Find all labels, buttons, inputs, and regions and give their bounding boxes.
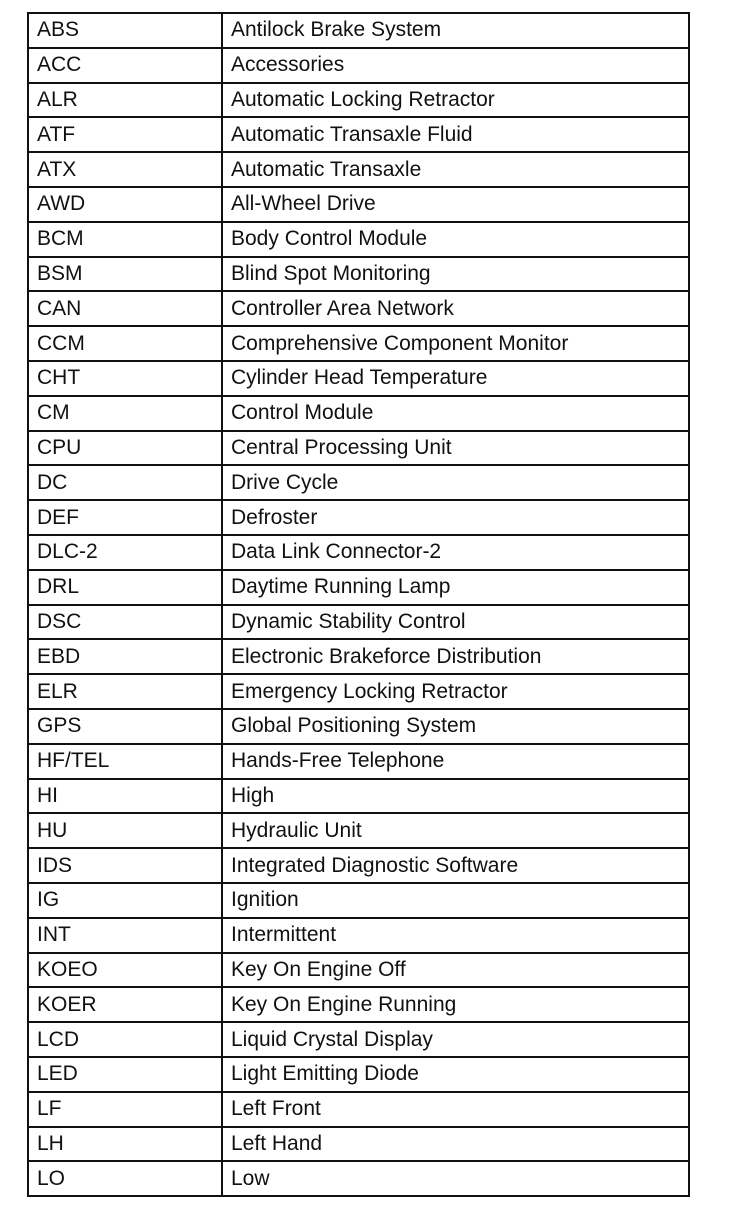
meaning-cell: Global Positioning System [222, 709, 689, 744]
meaning-cell: Hydraulic Unit [222, 813, 689, 848]
table-row [28, 117, 689, 152]
table-row [28, 152, 689, 187]
meaning-cell: Key On Engine Running [222, 987, 689, 1022]
table-row [28, 48, 689, 83]
abbreviation-cell: GPS [28, 709, 222, 744]
table-row [28, 987, 689, 1022]
meaning-cell: Body Control Module [222, 222, 689, 257]
table-row [28, 674, 689, 709]
table-row [28, 431, 689, 466]
table-row [28, 1127, 689, 1162]
abbreviation-cell: DC [28, 465, 222, 500]
table-row [28, 1092, 689, 1127]
meaning-cell: Light Emitting Diode [222, 1057, 689, 1092]
abbreviation-cell: ACC [28, 48, 222, 83]
meaning-cell: Central Processing Unit [222, 431, 689, 466]
table-row [28, 570, 689, 605]
meaning-cell: Data Link Connector-2 [222, 535, 689, 570]
meaning-cell: Cylinder Head Temperature [222, 361, 689, 396]
table-row [28, 883, 689, 918]
table-row [28, 1057, 689, 1092]
table-row [28, 605, 689, 640]
meaning-cell: Emergency Locking Retractor [222, 674, 689, 709]
table-row [28, 396, 689, 431]
abbreviation-cell: ELR [28, 674, 222, 709]
meaning-cell: Accessories [222, 48, 689, 83]
abbreviation-cell: LED [28, 1057, 222, 1092]
table-row [28, 13, 689, 48]
meaning-cell: Defroster [222, 500, 689, 535]
table-row [28, 848, 689, 883]
abbreviation-cell: BCM [28, 222, 222, 257]
meaning-cell: Liquid Crystal Display [222, 1022, 689, 1057]
table-row [28, 257, 689, 292]
meaning-cell: Daytime Running Lamp [222, 570, 689, 605]
meaning-cell: Left Front [222, 1092, 689, 1127]
abbreviation-cell: CHT [28, 361, 222, 396]
abbreviation-cell: EBD [28, 639, 222, 674]
meaning-cell: Low [222, 1161, 689, 1196]
meaning-cell: Hands-Free Telephone [222, 744, 689, 779]
meaning-cell: Controller Area Network [222, 291, 689, 326]
meaning-cell: Intermittent [222, 918, 689, 953]
abbreviation-cell: CM [28, 396, 222, 431]
abbreviation-table-body [28, 13, 689, 1196]
abbreviation-cell: CAN [28, 291, 222, 326]
table-row [28, 361, 689, 396]
table-row [28, 639, 689, 674]
table-row [28, 535, 689, 570]
abbreviation-cell: LO [28, 1161, 222, 1196]
meaning-cell: Electronic Brakeforce Distribution [222, 639, 689, 674]
abbreviation-cell: ATF [28, 117, 222, 152]
meaning-cell: Dynamic Stability Control [222, 605, 689, 640]
meaning-cell: Comprehensive Component Monitor [222, 326, 689, 361]
abbreviation-cell: AWD [28, 187, 222, 222]
meaning-cell: Blind Spot Monitoring [222, 257, 689, 292]
abbreviation-cell: BSM [28, 257, 222, 292]
abbreviation-cell: KOER [28, 987, 222, 1022]
table-row [28, 1161, 689, 1196]
meaning-cell: Integrated Diagnostic Software [222, 848, 689, 883]
abbreviation-cell: IDS [28, 848, 222, 883]
abbreviation-cell: DRL [28, 570, 222, 605]
abbreviation-cell: HU [28, 813, 222, 848]
table-row [28, 918, 689, 953]
meaning-cell: Antilock Brake System [222, 13, 689, 48]
abbreviation-cell: DLC-2 [28, 535, 222, 570]
meaning-cell: Automatic Locking Retractor [222, 83, 689, 118]
abbreviation-cell: LH [28, 1127, 222, 1162]
abbreviation-cell: IG [28, 883, 222, 918]
abbreviation-cell: DEF [28, 500, 222, 535]
table-row [28, 187, 689, 222]
table-row [28, 500, 689, 535]
table-row [28, 744, 689, 779]
meaning-cell: Drive Cycle [222, 465, 689, 500]
meaning-cell: Key On Engine Off [222, 953, 689, 988]
table-row [28, 709, 689, 744]
table-row [28, 83, 689, 118]
abbreviation-cell: LF [28, 1092, 222, 1127]
abbreviation-cell: HF/TEL [28, 744, 222, 779]
table-row [28, 1022, 689, 1057]
meaning-cell: Automatic Transaxle [222, 152, 689, 187]
abbreviation-cell: ATX [28, 152, 222, 187]
meaning-cell: High [222, 779, 689, 814]
table-row [28, 953, 689, 988]
abbreviation-cell: LCD [28, 1022, 222, 1057]
abbreviation-cell: INT [28, 918, 222, 953]
abbreviation-cell: CCM [28, 326, 222, 361]
meaning-cell: Left Hand [222, 1127, 689, 1162]
abbreviation-cell: HI [28, 779, 222, 814]
abbreviation-cell: CPU [28, 431, 222, 466]
abbreviation-cell: DSC [28, 605, 222, 640]
table-row [28, 465, 689, 500]
table-row [28, 813, 689, 848]
meaning-cell: Automatic Transaxle Fluid [222, 117, 689, 152]
table-row [28, 779, 689, 814]
meaning-cell: All-Wheel Drive [222, 187, 689, 222]
table-row [28, 222, 689, 257]
abbreviation-cell: ABS [28, 13, 222, 48]
meaning-cell: Ignition [222, 883, 689, 918]
table-row [28, 291, 689, 326]
abbreviation-table [27, 12, 690, 1197]
abbreviation-cell: ALR [28, 83, 222, 118]
table-row [28, 326, 689, 361]
meaning-cell: Control Module [222, 396, 689, 431]
abbreviation-cell: KOEO [28, 953, 222, 988]
